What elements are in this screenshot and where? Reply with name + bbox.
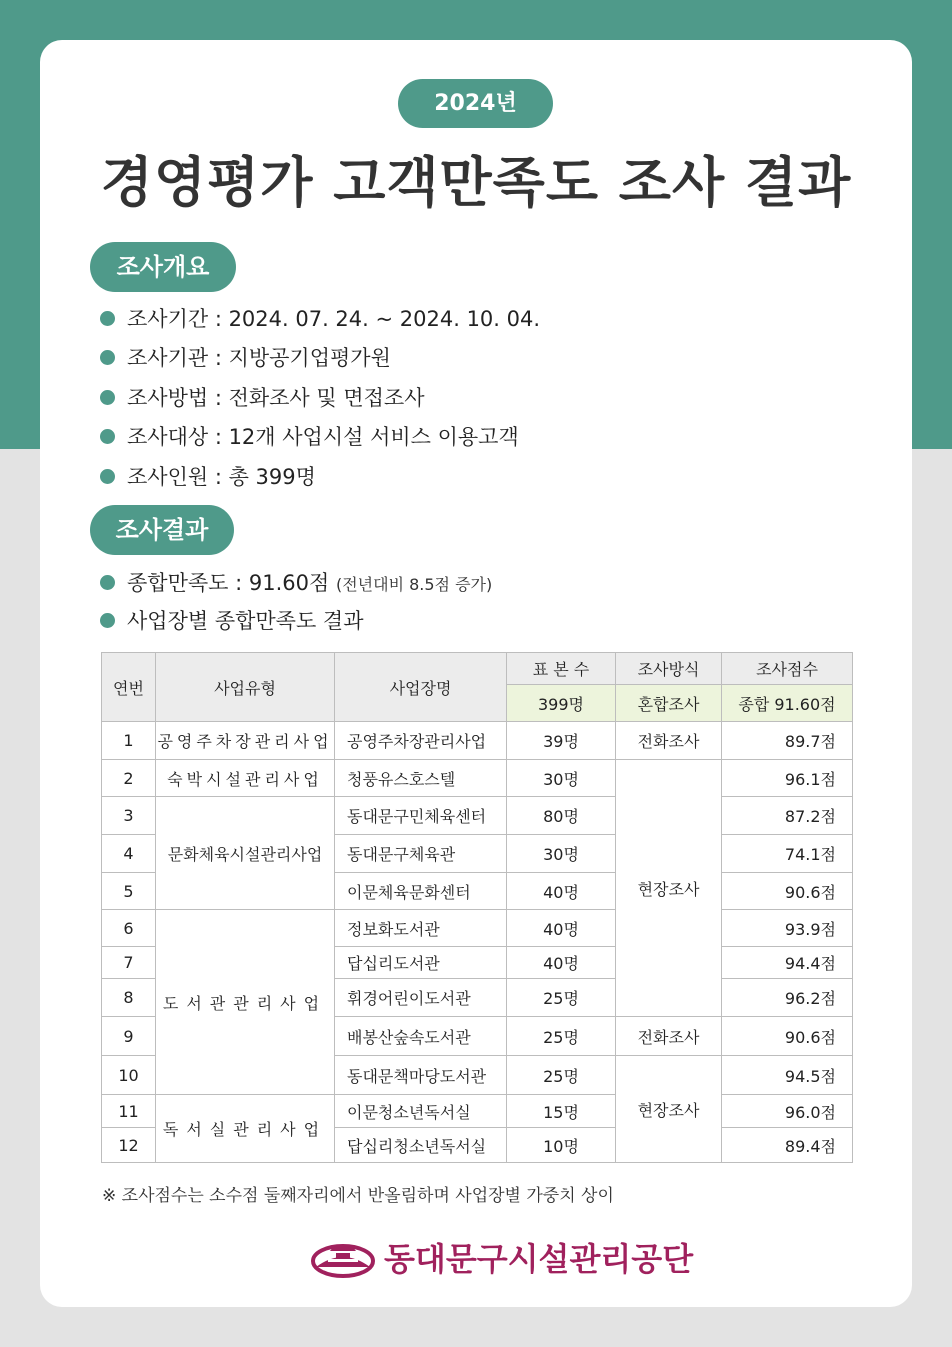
year-badge: 2024년 [398,79,553,128]
bullet-dot-icon [100,575,115,590]
table-row: 11 독서실관리사업 이문청소년독서실 15명 96.0점 [102,1095,853,1128]
method-phone-2: 전화조사 [616,1017,722,1056]
type-culture: 문화체육시설관리사업 [156,797,335,910]
header-site: 사업장명 [335,653,507,722]
table-row: 12 답십리청소년독서실 10명 89.4점 [102,1128,853,1163]
header-sample: 표 본 수 [507,653,616,685]
bullet-dot-icon [100,390,115,405]
total-method: 혼합조사 [616,685,722,722]
table-row: 4 동대문구체육관 30명 74.1점 [102,835,853,873]
footnote: ※ 조사점수는 소수점 둘째자리에서 반올림하며 사업장별 가중치 상이 [102,1186,614,1206]
overview-item-respondents: 조사인원 : 총 399명 [100,462,316,492]
overview-item-period: 조사기간 : 2024. 07. 24. ~ 2024. 10. 04. [100,304,540,334]
page-title: 경영평가 고객만족도 조사 결과 [100,151,852,214]
table-row: 10 동대문책마당도서관 25명 현장조사 94.5점 [102,1056,853,1095]
table-row: 2 숙박시설관리사업 청풍유스호스텔 30명 현장조사 96.1점 [102,760,853,797]
type-lodging: 숙박시설관리사업 [156,760,335,797]
total-score: 종합 91.60점 [722,685,853,722]
type-library: 도서관관리사업 [156,910,335,1095]
results-table [101,652,853,1163]
type-parking: 공영주차장관리사업 [156,722,335,760]
table-row: 5 이문체육문화센터 40명 90.6점 [102,873,853,910]
header-no: 연번 [102,653,156,722]
type-reading: 독서실관리사업 [156,1095,335,1163]
section-label-overview: 조사개요 [90,242,236,292]
method-phone: 전화조사 [616,722,722,760]
bullet-dot-icon [100,350,115,365]
table-row: 9 배봉산숲속도서관 25명 전화조사 90.6점 [102,1017,853,1056]
bullet-dot-icon [100,311,115,326]
bullet-dot-icon [100,613,115,628]
total-sample: 399명 [507,685,616,722]
table-row: 8 휘경어린이도서관 25명 96.2점 [102,979,853,1017]
organization-name: 동대문구시설관리공단 [384,1240,694,1278]
overview-item-method: 조사방법 : 전화조사 및 면접조사 [100,383,425,413]
table-row: 1 공영주차장관리사업 공영주차장관리사업 39명 전화조사 89.7점 [102,722,853,760]
bullet-dot-icon [100,469,115,484]
bullet-dot-icon [100,429,115,444]
results-overall: 종합만족도 : 91.60점 (전년대비 8.5점 증가) [100,568,492,598]
method-field: 현장조사 [616,760,722,1017]
dongdaemun-gate-logo-icon [310,1237,376,1281]
header-score: 조사점수 [722,653,853,685]
results-by-site: 사업장별 종합만족도 결과 [100,606,364,636]
overview-item-target: 조사대상 : 12개 사업시설 서비스 이용고객 [100,422,519,452]
header-type: 사업유형 [156,653,335,722]
overview-item-agency: 조사기관 : 지방공기업평가원 [100,343,391,373]
method-field-2: 현장조사 [616,1056,722,1163]
table-row: 3 문화체육시설관리사업 동대문구민체육센터 80명 87.2점 [102,797,853,835]
header-method: 조사방식 [616,653,722,685]
table-row: 7 답십리도서관 40명 94.4점 [102,947,853,979]
table-row: 6 도서관관리사업 정보화도서관 40명 93.9점 [102,910,853,947]
section-label-results: 조사결과 [90,505,234,555]
